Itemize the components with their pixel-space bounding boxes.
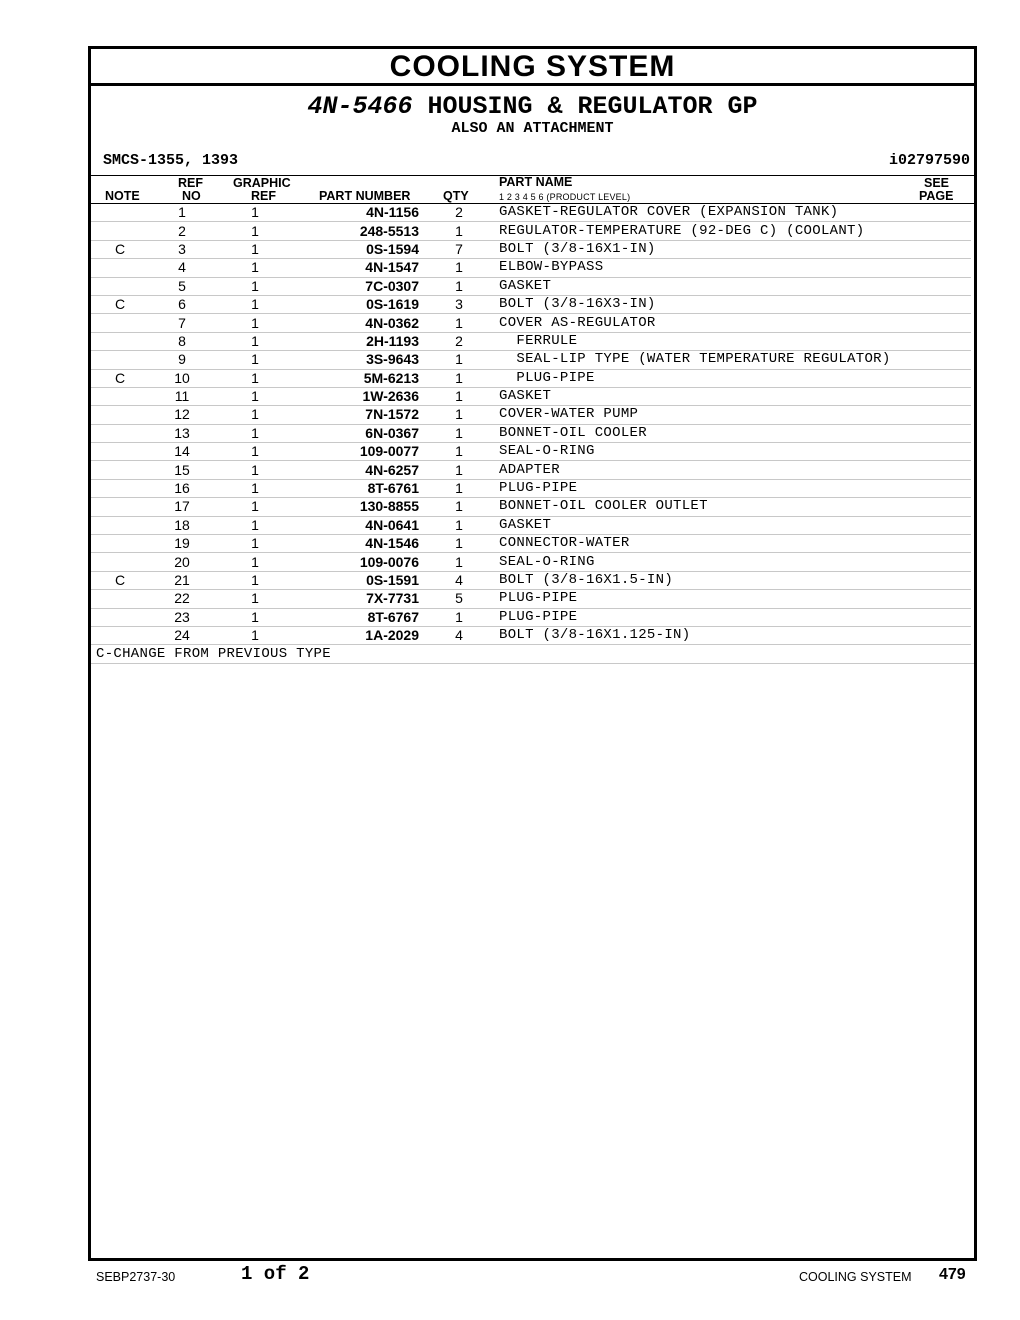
cell-graphic-ref: 1: [215, 369, 295, 387]
cell-part-number: 7X-7731: [295, 590, 419, 608]
cell-graphic-ref: 1: [215, 204, 295, 222]
cell-graphic-ref: 1: [215, 553, 295, 571]
cell-ref-no: 12: [149, 406, 215, 424]
cell-qty: 1: [419, 277, 499, 295]
cell-part-number: 248-5513: [295, 222, 419, 240]
cell-ref-no: 24: [149, 626, 215, 644]
illustration-id: i02797590: [888, 152, 970, 169]
cell-qty: 1: [419, 516, 499, 534]
cell-note: [91, 461, 149, 479]
cell-qty: 2: [419, 332, 499, 350]
cell-ref-no: 10: [149, 369, 215, 387]
cell-part-name: PLUG-PIPE: [499, 590, 971, 608]
cell-part-number: 130-8855: [295, 498, 419, 516]
cell-part-number: 7C-0307: [295, 277, 419, 295]
cell-part-name: ELBOW-BYPASS: [499, 259, 971, 277]
table-row: [91, 259, 971, 277]
cell-qty: 7: [419, 240, 499, 258]
cell-graphic-ref: 1: [215, 479, 295, 497]
table-row: [91, 222, 971, 240]
cell-ref-no: 23: [149, 608, 215, 626]
cell-part-name: BOLT (3/8-16X1-IN): [499, 240, 971, 258]
cell-part-name: BOLT (3/8-16X1.125-IN): [499, 626, 971, 644]
cell-ref-no: 19: [149, 535, 215, 553]
cell-part-number: 0S-1591: [295, 571, 419, 589]
cell-ref-no: 17: [149, 498, 215, 516]
table-row: [91, 590, 971, 608]
header-graphic-bottom: REF: [251, 189, 276, 203]
cell-graphic-ref: 1: [215, 608, 295, 626]
smcs-row: [91, 151, 974, 175]
cell-note: [91, 553, 149, 571]
cell-qty: 1: [419, 608, 499, 626]
table-row: [91, 424, 971, 442]
cell-qty: 1: [419, 314, 499, 332]
table-row: [91, 387, 971, 405]
cell-graphic-ref: 1: [215, 295, 295, 313]
cell-ref-no: 8: [149, 332, 215, 350]
cell-graphic-ref: 1: [215, 240, 295, 258]
cell-graphic-ref: 1: [215, 590, 295, 608]
cell-graphic-ref: 1: [215, 571, 295, 589]
cell-qty: 1: [419, 222, 499, 240]
cell-part-number: 4N-1156: [295, 204, 419, 222]
cell-qty: 1: [419, 259, 499, 277]
cell-qty: 1: [419, 369, 499, 387]
cell-ref-no: 9: [149, 351, 215, 369]
table-row: [91, 479, 971, 497]
cell-note: C: [91, 295, 149, 313]
cell-graphic-ref: 1: [215, 259, 295, 277]
cell-ref-no: 13: [149, 424, 215, 442]
section-title: COOLING SYSTEM: [91, 49, 974, 86]
cell-part-name: GASKET: [499, 516, 971, 534]
cell-part-name: SEAL-O-RING: [499, 553, 971, 571]
cell-note: [91, 498, 149, 516]
cell-note: [91, 535, 149, 553]
cell-ref-no: 3: [149, 240, 215, 258]
cell-part-name: FERRULE: [499, 332, 971, 350]
cell-part-number: 8T-6767: [295, 608, 419, 626]
table-row: [91, 498, 971, 516]
footer-page-number: 479: [939, 1266, 966, 1283]
cell-part-name: ADAPTER: [499, 461, 971, 479]
cell-note: [91, 314, 149, 332]
cell-graphic-ref: 1: [215, 332, 295, 350]
cell-note: [91, 259, 149, 277]
cell-ref-no: 21: [149, 571, 215, 589]
header-ref-top: REF: [178, 176, 203, 190]
cell-note: [91, 351, 149, 369]
cell-note: [91, 608, 149, 626]
table-row: [91, 406, 971, 424]
cell-part-number: 8T-6761: [295, 479, 419, 497]
cell-ref-no: 4: [149, 259, 215, 277]
cell-graphic-ref: 1: [215, 535, 295, 553]
parts-table: [91, 204, 971, 645]
cell-part-name: PLUG-PIPE: [499, 369, 971, 387]
cell-graphic-ref: 1: [215, 387, 295, 405]
header-see-top: SEE: [924, 176, 950, 190]
cell-qty: 1: [419, 553, 499, 571]
cell-graphic-ref: 1: [215, 406, 295, 424]
group-part-number: 4N-5466: [307, 92, 413, 121]
cell-graphic-ref: 1: [215, 498, 295, 516]
footer-page-of: 1 of 2: [241, 1263, 310, 1285]
cell-ref-no: 11: [149, 387, 215, 405]
cell-note: C: [91, 369, 149, 387]
cell-ref-no: 2: [149, 222, 215, 240]
cell-qty: 1: [419, 406, 499, 424]
group-title: [91, 93, 974, 121]
header-ref-bottom: NO: [182, 189, 201, 203]
cell-note: [91, 406, 149, 424]
cell-part-name: BOLT (3/8-16X1.5-IN): [499, 571, 971, 589]
cell-graphic-ref: 1: [215, 443, 295, 461]
cell-qty: 1: [419, 424, 499, 442]
cell-part-number: 3S-9643: [295, 351, 419, 369]
cell-part-name: BONNET-OIL COOLER OUTLET: [499, 498, 971, 516]
cell-part-name: GASKET: [499, 277, 971, 295]
cell-graphic-ref: 1: [215, 516, 295, 534]
cell-qty: 1: [419, 387, 499, 405]
cell-graphic-ref: 1: [215, 277, 295, 295]
cell-part-name: SEAL-O-RING: [499, 443, 971, 461]
table-row: [91, 369, 971, 387]
table-row: [91, 443, 971, 461]
header-qty: QTY: [443, 189, 469, 203]
table-row: [91, 295, 971, 313]
cell-qty: 5: [419, 590, 499, 608]
cell-part-number: 2H-1193: [295, 332, 419, 350]
cell-part-number: 109-0077: [295, 443, 419, 461]
header-graphic-top: GRAPHIC: [233, 176, 291, 190]
cell-qty: 1: [419, 351, 499, 369]
cell-note: [91, 590, 149, 608]
table-row: [91, 516, 971, 534]
cell-note: [91, 332, 149, 350]
cell-part-name: PLUG-PIPE: [499, 608, 971, 626]
cell-graphic-ref: 1: [215, 314, 295, 332]
table-header: [91, 175, 974, 204]
parts-table-body: [91, 204, 971, 645]
footer-section: COOLING SYSTEM: [799, 1270, 912, 1284]
cell-graphic-ref: 1: [215, 351, 295, 369]
cell-note: C: [91, 240, 149, 258]
cell-note: [91, 516, 149, 534]
cell-part-number: 4N-6257: [295, 461, 419, 479]
cell-qty: 1: [419, 535, 499, 553]
cell-qty: 4: [419, 626, 499, 644]
cell-part-number: 109-0076: [295, 553, 419, 571]
cell-ref-no: 5: [149, 277, 215, 295]
cell-part-name: CONNECTOR-WATER: [499, 535, 971, 553]
cell-qty: 1: [419, 498, 499, 516]
cell-qty: 1: [419, 479, 499, 497]
cell-part-number: 4N-1546: [295, 535, 419, 553]
parts-page-frame: [88, 46, 977, 1261]
cell-part-number: 0S-1619: [295, 295, 419, 313]
table-row: [91, 240, 971, 258]
table-row: [91, 351, 971, 369]
table-row: [91, 553, 971, 571]
cell-ref-no: 16: [149, 479, 215, 497]
header-see-bottom: PAGE: [919, 189, 954, 203]
cell-part-name: BOLT (3/8-16X3-IN): [499, 295, 971, 313]
cell-part-name: REGULATOR-TEMPERATURE (92-DEG C) (COOLANT): [499, 222, 971, 240]
table-row: [91, 608, 971, 626]
cell-note: [91, 479, 149, 497]
table-row: [91, 277, 971, 295]
footnote: C-CHANGE FROM PREVIOUS TYPE: [91, 645, 974, 664]
cell-ref-no: 20: [149, 553, 215, 571]
header-product-level: 1 2 3 4 5 6 (PRODUCT LEVEL): [499, 192, 631, 202]
cell-ref-no: 6: [149, 295, 215, 313]
cell-part-name: COVER AS-REGULATOR: [499, 314, 971, 332]
cell-graphic-ref: 1: [215, 626, 295, 644]
table-row: [91, 204, 971, 222]
cell-part-number: 0S-1594: [295, 240, 419, 258]
group-name: HOUSING & REGULATOR GP: [427, 92, 758, 121]
cell-qty: 3: [419, 295, 499, 313]
cell-part-name: SEAL-LIP TYPE (WATER TEMPERATURE REGULATOR): [499, 351, 971, 369]
cell-part-number: 5M-6213: [295, 369, 419, 387]
cell-part-number: 1A-2029: [295, 626, 419, 644]
table-row: [91, 626, 971, 644]
cell-qty: 1: [419, 461, 499, 479]
cell-note: [91, 277, 149, 295]
cell-ref-no: 15: [149, 461, 215, 479]
cell-part-name: GASKET: [499, 387, 971, 405]
cell-ref-no: 18: [149, 516, 215, 534]
cell-part-name: PLUG-PIPE: [499, 479, 971, 497]
page-footer: [0, 1263, 1020, 1293]
cell-part-number: 4N-1547: [295, 259, 419, 277]
cell-graphic-ref: 1: [215, 461, 295, 479]
table-row: [91, 314, 971, 332]
cell-graphic-ref: 1: [215, 222, 295, 240]
cell-part-name: COVER-WATER PUMP: [499, 406, 971, 424]
cell-ref-no: 22: [149, 590, 215, 608]
smcs-code: SMCS-1355, 1393: [103, 152, 239, 169]
table-row: [91, 535, 971, 553]
group-subtitle: ALSO AN ATTACHMENT: [451, 120, 614, 137]
cell-ref-no: 1: [149, 204, 215, 222]
cell-qty: 2: [419, 204, 499, 222]
cell-graphic-ref: 1: [215, 424, 295, 442]
cell-ref-no: 14: [149, 443, 215, 461]
cell-qty: 1: [419, 443, 499, 461]
cell-part-name: BONNET-OIL COOLER: [499, 424, 971, 442]
cell-note: C: [91, 571, 149, 589]
cell-note: [91, 443, 149, 461]
cell-qty: 4: [419, 571, 499, 589]
cell-note: [91, 626, 149, 644]
cell-part-number: 6N-0367: [295, 424, 419, 442]
table-row: [91, 461, 971, 479]
table-row: [91, 571, 971, 589]
header-part-name: PART NAME: [499, 175, 573, 189]
cell-part-number: 7N-1572: [295, 406, 419, 424]
cell-ref-no: 7: [149, 314, 215, 332]
cell-note: [91, 424, 149, 442]
cell-note: [91, 222, 149, 240]
cell-part-number: 1W-2636: [295, 387, 419, 405]
cell-part-name: GASKET-REGULATOR COVER (EXPANSION TANK): [499, 204, 971, 222]
header-part-number: PART NUMBER: [319, 189, 411, 203]
cell-note: [91, 204, 149, 222]
cell-part-number: 4N-0362: [295, 314, 419, 332]
table-row: [91, 332, 971, 350]
header-note: NOTE: [105, 189, 140, 203]
cell-note: [91, 387, 149, 405]
footer-doc-number: SEBP2737-30: [96, 1270, 176, 1284]
cell-part-number: 4N-0641: [295, 516, 419, 534]
